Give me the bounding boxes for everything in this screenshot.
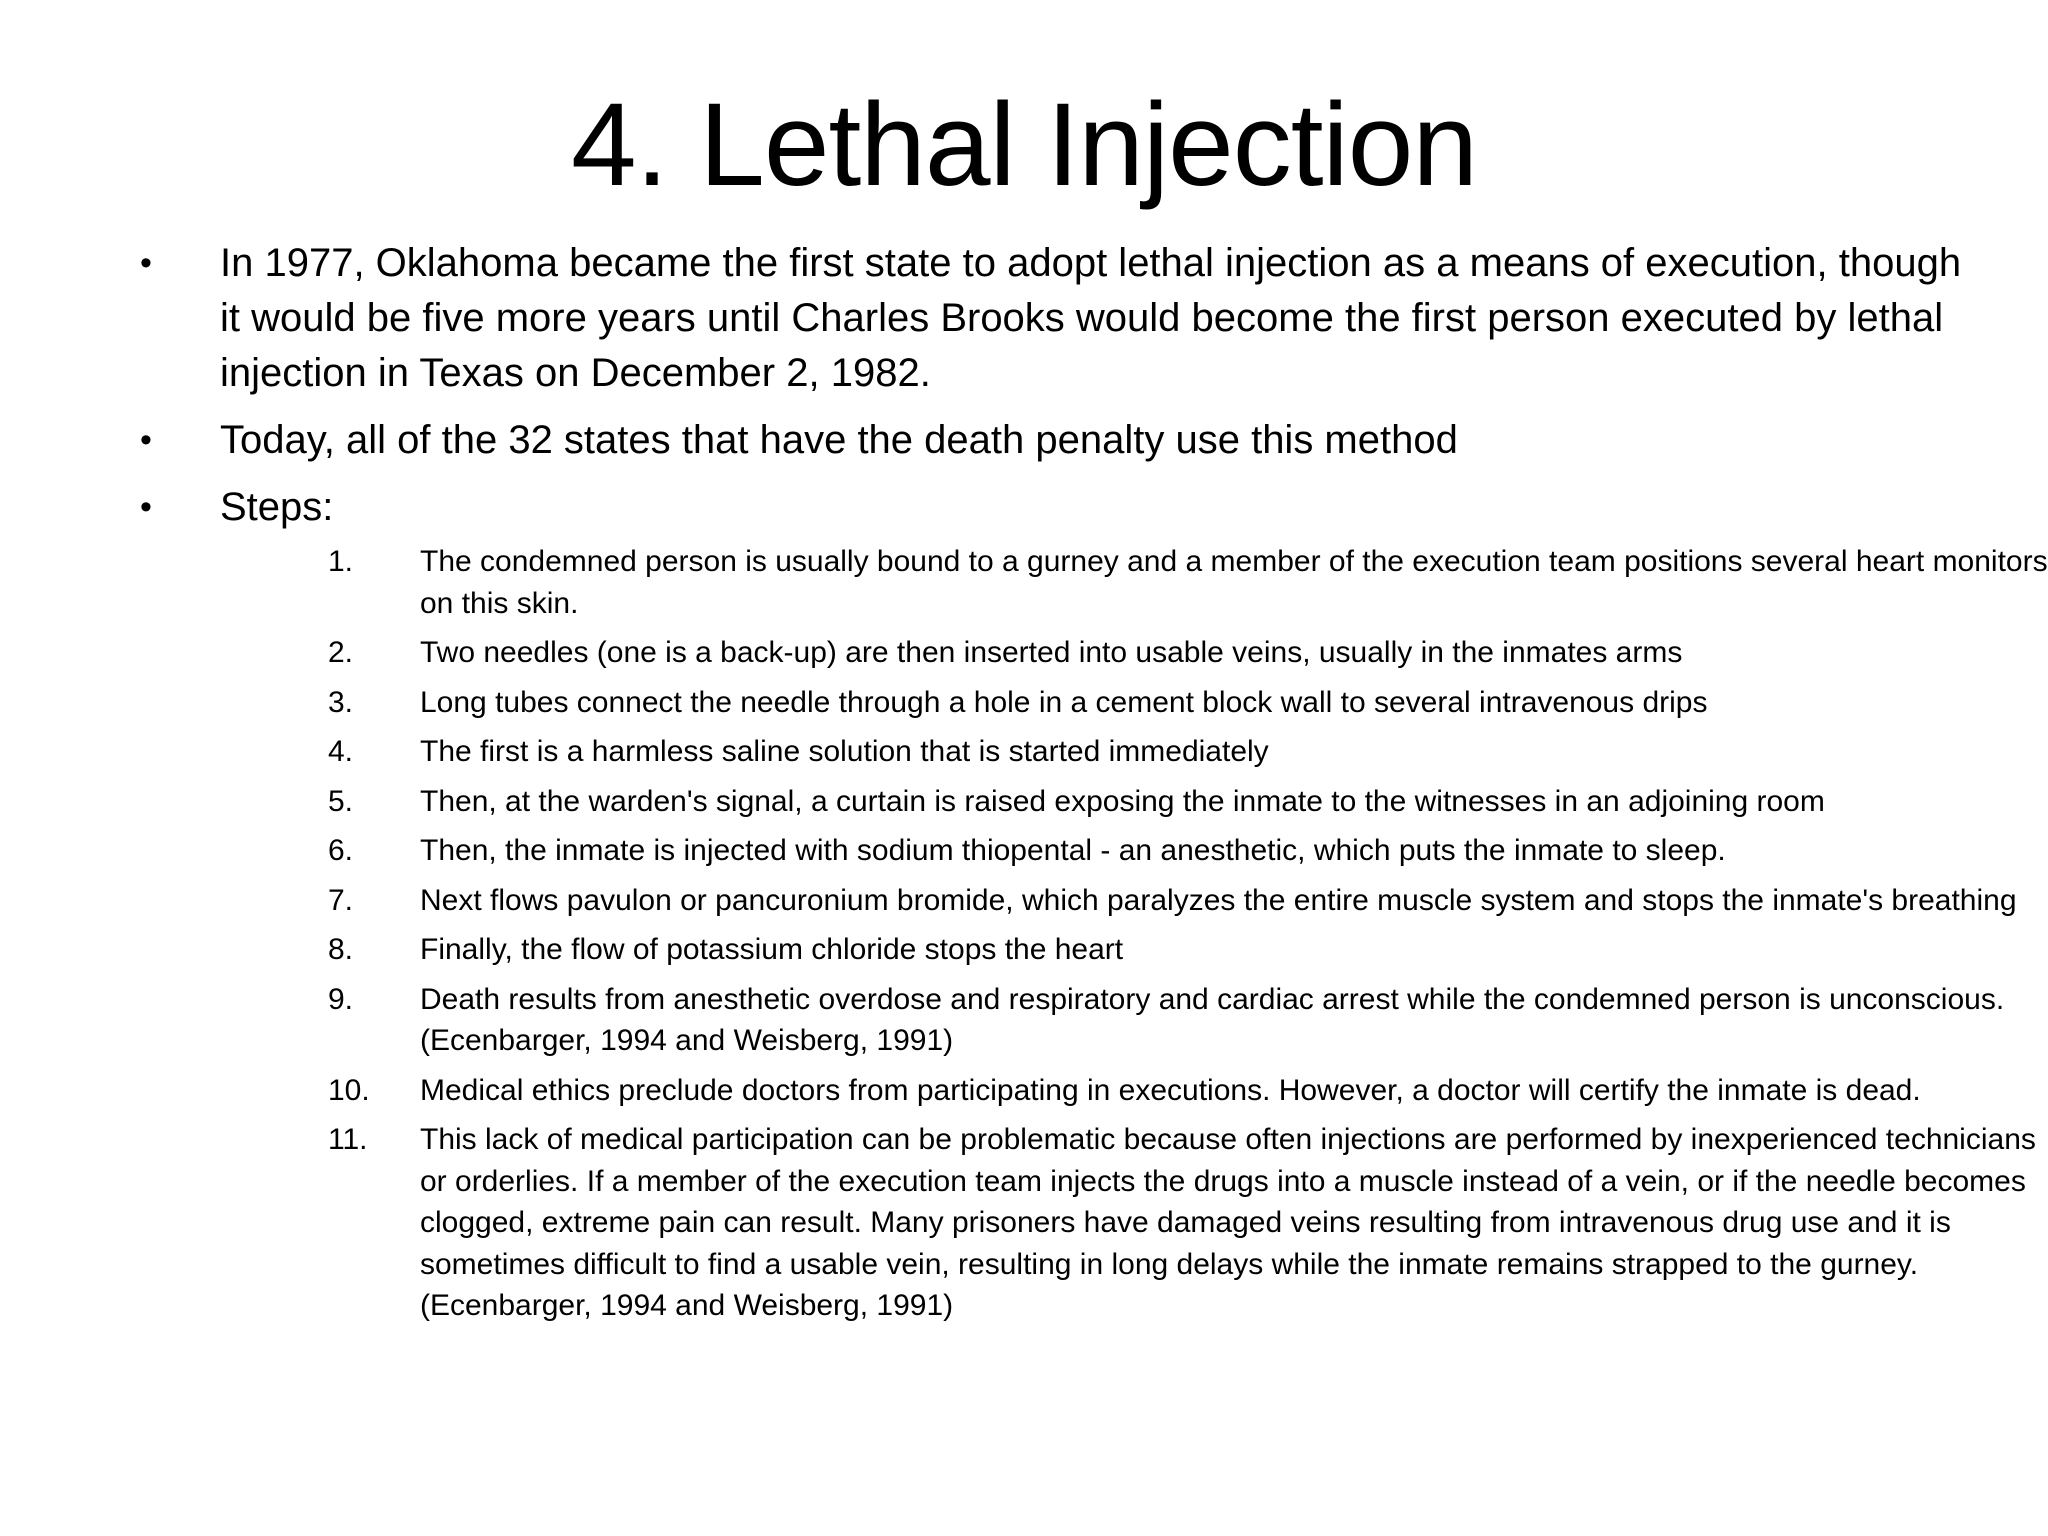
step-number: 4. <box>328 735 354 768</box>
step-number: 9. <box>328 982 354 1016</box>
step-number: 7. <box>328 883 354 917</box>
step-number: 10. <box>328 1073 370 1107</box>
bullet-marker: • <box>140 244 152 282</box>
step-item <box>328 682 2048 724</box>
step-text: Two needles (one is a back-up) are then inserted into usable veins, usually in the inmates arms <box>420 636 1683 669</box>
step-number: 3. <box>328 685 354 719</box>
step-text: The first is a harmless saline solution that is started immediately <box>420 735 1269 768</box>
step-number: 8. <box>328 933 354 966</box>
step-item <box>328 1070 2048 1112</box>
bullet-item <box>140 236 1980 401</box>
steps-list <box>328 541 2048 1327</box>
step-number: 11. <box>328 1123 368 1156</box>
step-item <box>328 979 2048 1062</box>
step-item <box>328 1119 2048 1327</box>
step-text: This lack of medical participation can be problematic because often injections are performed by inexperienced technicians or orderlies. If a member of the execution team injects the drugs into a muscle instead of a vein, or if the needle becomes clogged, extreme pain can result. Many prisoners have damaged veins resulting from intravenous drug use and it is sometimes difficult to find a usable vein, resulting in long delays while the inmate remains strapped to the gurney. (Ecenbarger, 1994 and Weisberg, 1991) <box>420 1123 2036 1322</box>
bullet-marker: • <box>140 488 152 526</box>
step-item <box>328 781 2048 823</box>
step-number: 1. <box>328 545 354 578</box>
bullet-item <box>140 413 1980 468</box>
step-text: The condemned person is usually bound to a gurney and a member of the execution team positions several heart monitors on this skin. <box>420 545 2048 620</box>
step-text: Then, the inmate is injected with sodium thiopental - an anesthetic, which puts the inmate to sleep. <box>420 834 1726 867</box>
step-item <box>328 541 2048 624</box>
step-text: Death results from anesthetic overdose and respiratory and cardiac arrest while the condemned person is unconscious. (Ecenbarger, 1994 and Weisberg, 1991) <box>420 982 2005 1057</box>
slide-title: 4. Lethal Injection <box>571 79 1477 211</box>
step-number: 6. <box>328 834 354 867</box>
bullet-item <box>140 480 2048 1327</box>
step-text: Finally, the flow of potassium chloride stops the heart <box>420 933 1124 966</box>
bullet-list <box>140 236 2048 1339</box>
step-item <box>328 929 2048 971</box>
step-item <box>328 880 2048 922</box>
bullet-text: In 1977, Oklahoma became the first state to adopt lethal injection as a means of execution, though it would be five more years until Charles Brooks would become the first person executed by lethal injection in Texas on December 2, 1982. <box>220 241 1962 395</box>
step-number: 5. <box>328 784 354 818</box>
bullet-marker: • <box>140 421 152 459</box>
step-text: Medical ethics preclude doctors from participating in executions. However, a doctor will certify the inmate is dead. <box>420 1073 1921 1107</box>
step-text: Long tubes connect the needle through a hole in a cement block wall to several intravenous drips <box>420 685 1708 719</box>
bullet-text: Steps: <box>220 485 334 529</box>
step-number: 2. <box>328 636 354 669</box>
step-text: Next flows pavulon or pancuronium bromide, which paralyzes the entire muscle system and stops the inmate's breathing <box>420 883 2017 917</box>
bullet-text: Today, all of the 32 states that have the death penalty use this method <box>220 418 1458 462</box>
step-item <box>328 731 2048 773</box>
step-text: Then, at the warden's signal, a curtain is raised exposing the inmate to the witnesses in an adjoining room <box>420 784 1825 818</box>
step-item <box>328 632 2048 674</box>
step-item <box>328 830 2048 872</box>
